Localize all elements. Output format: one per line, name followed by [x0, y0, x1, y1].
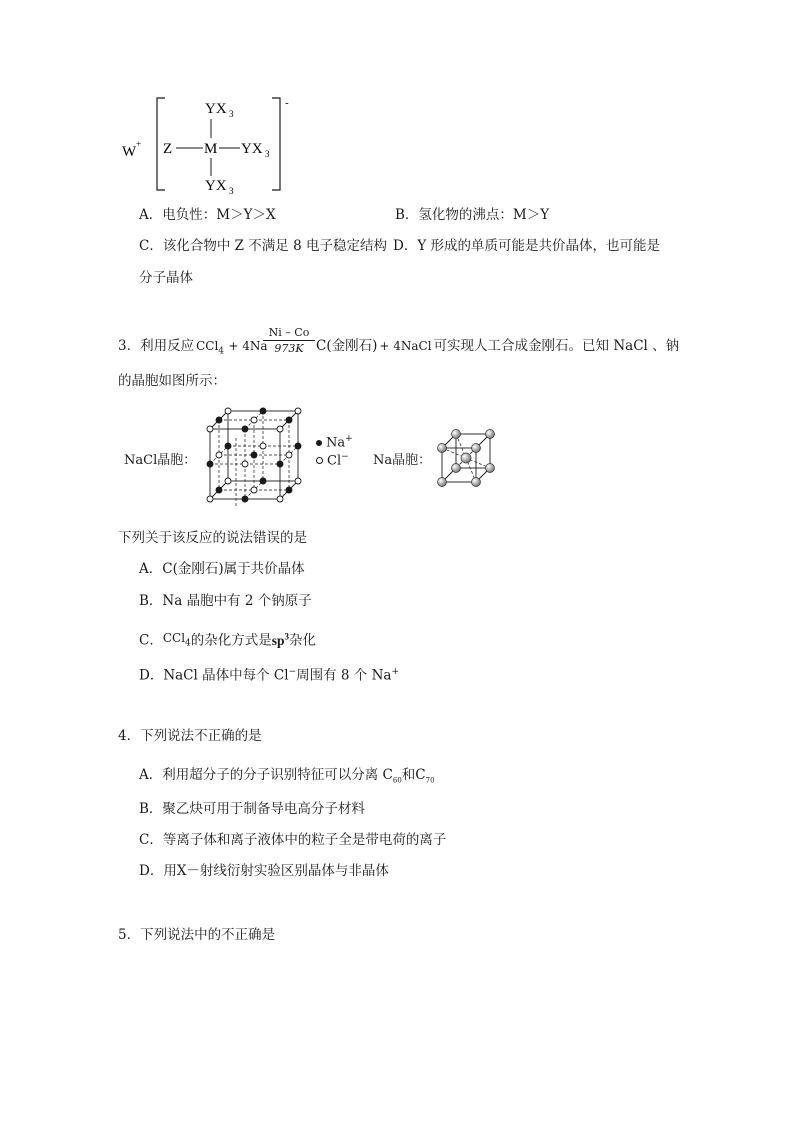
- q2-option-a: A．电负性：M＞Y＞X: [139, 207, 276, 223]
- ccl4-formula: CCl$_4$: [196, 339, 225, 357]
- na-filled-dot: [316, 440, 322, 446]
- q2-option-d: D．Y 形成的单质可能是共价晶体，也可能是: [393, 238, 661, 254]
- anion-charge: -: [285, 97, 289, 109]
- q3-stem-line1: [118, 337, 268, 360]
- nacl-cell-label: NaCl晶胞：: [124, 453, 197, 468]
- q3-question: 下列关于该反应的说法错误的是: [118, 530, 307, 546]
- left-atom: Z: [163, 141, 173, 157]
- q3-option-d: D．NaCl 晶体中每个 Cl−周围有 8 个 Na+: [139, 667, 399, 684]
- right-sub: 3: [265, 149, 270, 159]
- q2-option-b: B．氢化物的沸点：M＞Y: [395, 207, 550, 223]
- top-sub: 3: [229, 109, 234, 119]
- center-atom: M: [204, 141, 218, 157]
- q4-option-d: D．用X－射线衍射实验区别晶体与非晶体: [139, 863, 389, 879]
- q4-stem: 4．下列说法不正确的是: [118, 728, 262, 744]
- na-bcc-unit-cell: [434, 428, 500, 492]
- right-group: YX: [241, 141, 263, 157]
- bottom-group: YX: [205, 178, 227, 194]
- top-group: YX: [205, 101, 227, 117]
- q3-stem-pre: 3．利用反应: [118, 338, 195, 354]
- q3-option-a: A．C(金刚石)属于共价晶体: [139, 561, 305, 577]
- legend-na: Na+: [316, 432, 353, 450]
- ccl4-formula-c: CCl$_4$: [162, 630, 191, 648]
- q3-stem-line2: 的晶胞如图所示：: [118, 373, 226, 389]
- q2-option-d-cont: 分子晶体: [139, 270, 193, 286]
- sp3-label: $sp^3$: [271, 631, 290, 648]
- temperature-label: 973K: [274, 342, 304, 355]
- q4-option-c: C．等离子体和离子液体中的粒子全是带电荷的离子: [139, 832, 447, 848]
- catalyst-label: Ni – Co: [268, 326, 310, 339]
- q3-option-b: B．Na 晶胞中有 2 个钠原子: [139, 593, 312, 609]
- reaction-conditions: [263, 326, 315, 355]
- cation-symbol: W: [122, 144, 137, 160]
- q3-stem-line1-rest: [316, 337, 679, 355]
- cation-charge: +: [136, 139, 142, 149]
- plus-4nacl: + 4NaCl: [379, 339, 432, 353]
- q5-stem: 5．下列说法中的不正确是: [118, 927, 276, 943]
- plus-4na: + 4Na: [228, 339, 268, 353]
- q4-option-a: A．利用超分子的分子识别特征可以分离 $C_{60}$和$C_{70}$: [139, 767, 435, 785]
- bottom-sub: 3: [229, 186, 234, 196]
- q4-option-b: B．聚乙炔可用于制备导电高分子材料: [139, 801, 365, 817]
- legend-cl: Cl−: [316, 450, 349, 468]
- q2-option-c: C．该化合物中 Z 不满足 8 电子稳定结构: [139, 238, 387, 254]
- nacl-unit-cell: [198, 404, 308, 514]
- q3-option-c: C．CCl$_4$的杂化方式是$sp^3$杂化: [139, 630, 317, 649]
- cl-open-dot: [316, 457, 323, 464]
- diamond-product: C(金刚石): [316, 338, 378, 354]
- q3-stem-post: 可实现人工合成金刚石。已知 NaCl 、钠: [433, 338, 680, 354]
- right-bracket: [272, 98, 280, 190]
- na-cell-label: Na晶胞：: [373, 453, 432, 468]
- complex-structure-diagram: [110, 92, 310, 202]
